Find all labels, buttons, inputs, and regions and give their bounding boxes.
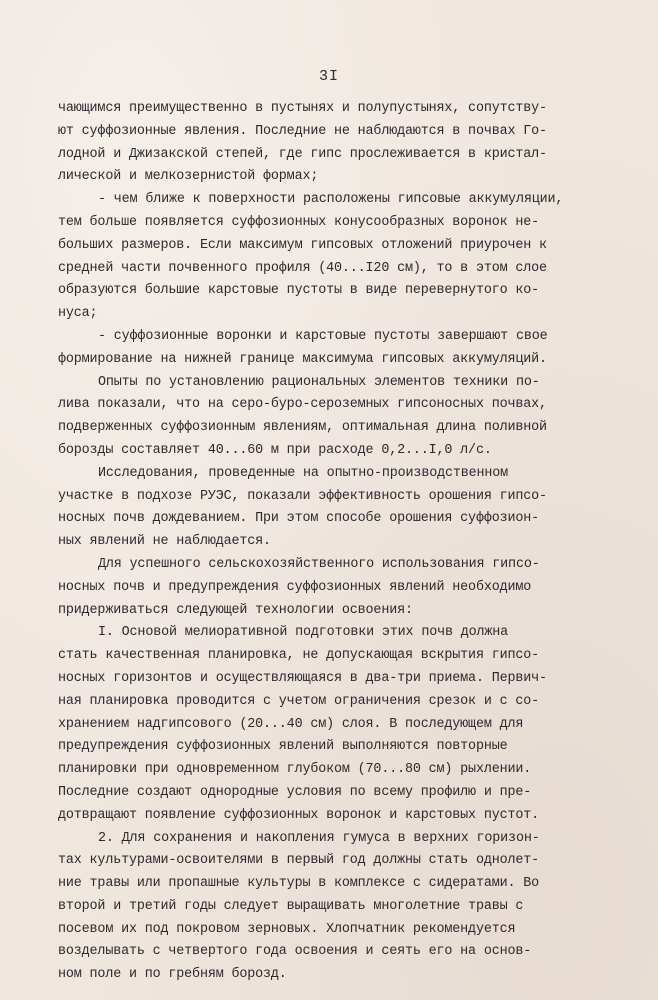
text-line: нуса;: [58, 306, 98, 322]
page-number: 3I: [318, 68, 339, 85]
text-line: тах культурами-освоителями в первый год должны стать однолет-: [58, 853, 540, 869]
text-line: второй и третий годы следует выращивать многолетние травы с: [58, 898, 524, 914]
text-line: посевом их под покровом зерновых. Хлопчатник рекомендуется: [58, 921, 516, 937]
body-text: [58, 98, 614, 987]
text-line: лодной и Джизакской степей, где гипс прослеживается в кристал-: [58, 146, 547, 162]
text-line: подверженных суффозионным явлениям, оптимальная длина поливной: [58, 420, 547, 436]
text-line: Для успешного сельскохозяйственного использования гипсо-: [98, 556, 540, 572]
text-line: 2. Для сохранения и накопления гумуса в верхних горизон-: [98, 830, 540, 846]
text-line: Опыты по установлению рациональных элементов техники по-: [98, 374, 540, 390]
text-line: I. Основой мелиоративной подготовки этих почв должна: [98, 625, 509, 641]
text-line: планировки при одновременном глубоком (70...80 см) рыхлении.: [58, 762, 532, 778]
text-line: образуются большие карстовые пустоты в виде перевернутого ко-: [58, 283, 540, 299]
text-line: - чем ближе к поверхности расположены гипсовые аккумуляции,: [98, 192, 564, 208]
text-line: борозды составляет 40...60 м при расходе 0,2...I,0 л/с.: [58, 442, 492, 458]
text-line: носных почв дождеванием. При этом способе орошения суффозион-: [58, 511, 540, 527]
text-line: лической и мелкозернистой формах;: [58, 169, 319, 185]
text-line: - суффозионные воронки и карстовые пустоты завершают свое: [98, 328, 548, 344]
text-line: лива показали, что на серо-буро-сероземных гипсоносных почвах,: [58, 397, 547, 413]
text-line: больших размеров. Если максимум гипсовых отложений приурочен к: [58, 237, 547, 253]
text-line: ние травы или пропашные культуры в комплексе с сидератами. Во: [58, 876, 540, 892]
text-line: формирование на нижней границе максимума гипсовых аккумуляций.: [58, 351, 547, 367]
text-line: средней части почвенного профиля (40...I20 см), то в этом слое: [58, 260, 547, 276]
text-line: Последние создают однородные условия по всему профилю и пре-: [58, 784, 532, 800]
text-line: хранением надгипсового (20...40 см) слоя. В последующем для: [58, 716, 524, 732]
text-line: предупреждения суффозионных явлений выполняются повторные: [58, 739, 508, 755]
text-line: ют суффозионные явления. Последние не наблюдаются в почвах Го-: [58, 123, 547, 139]
text-line: стать качественная планировка, не допускающая вскрытия гипсо-: [58, 648, 540, 664]
text-line: дотвращают появление суффозионных воронок и карстовых пустот.: [58, 807, 540, 823]
text-line: возделывать с четвертого года освоения и сеять его на основ-: [58, 944, 532, 960]
text-line: Исследования, проведенные на опытно-производственном: [98, 465, 509, 481]
text-line: ная планировка проводится с учетом ограничения срезок и с со-: [58, 693, 540, 709]
text-line: ных явлений не наблюдается.: [58, 534, 271, 550]
text-line: тем больше появляется суффозионных конусообразных воронок не-: [58, 214, 540, 230]
text-line: носных горизонтов и осуществляющаяся в два-три приема. Первич-: [58, 670, 547, 686]
text-line: придерживаться следующей технологии освоения:: [58, 602, 413, 618]
text-line: носных почв и предупреждения суффозионных явлений необходимо: [58, 579, 532, 595]
text-line: чающимся преимущественно в пустынях и полупустынях, сопутству-: [58, 101, 547, 116]
text-line: участке в подхозе РУЭС, показали эффективность орошения гипсо-: [58, 488, 547, 504]
text-line: ном поле и по гребням борозд.: [58, 967, 287, 983]
